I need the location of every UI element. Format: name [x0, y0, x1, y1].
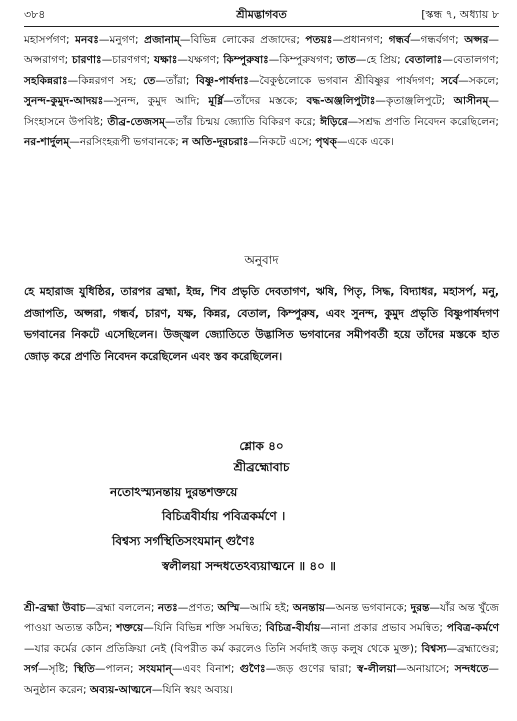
word-for-word-synonyms-bottom: [24, 598, 499, 700]
synonym-term: শক্তয়ে: [116, 622, 144, 635]
synonym-term: তে: [143, 74, 156, 87]
synonym-term: বিশ্বস্য: [421, 642, 447, 655]
synonym-meaning: —কিন্নরগণ সহ;: [67, 74, 144, 87]
synonym-meaning: —একে একে।: [336, 136, 395, 149]
synonym-meaning: —অনায়াসে;: [396, 663, 455, 676]
synonym-meaning: —পালন;: [94, 663, 139, 676]
synonym-term: অস্মি: [217, 602, 240, 614]
synonym-meaning: —প্রধানগণ;: [332, 34, 389, 46]
verse-line: বিচিত্রবীর্যায় পবিত্রকর্মণে ।: [162, 509, 286, 523]
synonym-meaning: —আমি হই;: [239, 602, 293, 614]
synonym-meaning: —অনন্ত ভগবানকে;: [325, 602, 411, 614]
header-divider: [24, 26, 499, 27]
synonym-meaning: —এবং বিনাশ;: [171, 663, 240, 676]
synonym-meaning: —সশ্রদ্ধ প্রণতি নিবেদন করেছিলেন;: [347, 115, 499, 128]
synonym-term: অনন্তায়: [292, 602, 326, 614]
synonym-meaning: —সকলে;: [458, 74, 500, 87]
verse-line: নতোঽস্ম্যনন্তায় দুরন্তশক্তয়ে: [110, 485, 238, 499]
verse-line: স্বলীলয়া সন্দধতেঽব্যয়াত্মনে ॥ ৪০ ॥: [162, 559, 336, 573]
synonym-term: আসীনম্: [453, 95, 489, 108]
synonym-term: কিম্পুরুষাঃ: [223, 54, 269, 67]
verse-speaker: শ্রীব্রহ্মোবাচ: [233, 460, 290, 474]
translation-text: হে মহারাজ যুধিষ্ঠির, তারপর ব্রহ্মা, ইন্দ্র, শিব প্রভৃতি দেবতাগণ, ঋষি, পিতৃ, সিদ্ধ, বিদ্যাধর, মহাসর্প, মনু, প্রজাপতি, অপ্সরা, গন্ধর্ব, চারণ, যক্ষ, কিন্নর, বেতাল, কিম্পুরুষ, এবং সুনন্দ, কুমুদ প্রভৃতি বিষ্ণুপার্ষদগণ ভগবানের নিকটে এসেছিলেন। উজ্জ্বল জ্যোতিতে উদ্ভাসিত ভগবানের সমীপবর্তী হয়ে তাঁদের মস্তকে হাত জোড় করে প্রণতি নিবেদন করেছিলেন এবং স্তব করেছিলেন।: [24, 285, 499, 363]
synonym-meaning: —কিম্পুরুষগণ;: [268, 54, 337, 67]
synonym-meaning: —হে প্রিয়;: [355, 54, 405, 67]
synonym-meaning: —মনুগণ;: [98, 34, 145, 46]
page-number: ৩৮৪: [24, 8, 46, 21]
synonym-term: সন্দধতে: [454, 663, 489, 676]
synonym-meaning: —নরসিংহরূপী ভগবানকে;: [69, 136, 183, 149]
synonym-meaning: —যার কর্মের কোন প্রতিক্রিয়া নেই (বিপরীত কর্ম করলেও তিনি সর্বদাই জড় কলুষ থেকে মুক্ত);: [24, 642, 422, 655]
running-title: শ্রীমদ্ভাগবত: [236, 8, 287, 21]
synonym-term: নতঃ: [157, 602, 178, 614]
verse-line: বিশ্বস্য সর্গস্থিতিসংযমান্ গুণৈঃ: [112, 534, 255, 548]
synonym-term: অব্যয়-আত্মনে: [89, 683, 152, 696]
synonym-meaning: —সৃষ্টি;: [37, 663, 74, 676]
synonym-meaning: —অনুষ্ঠান করেন;: [24, 663, 499, 696]
synonym-term: স্থিতি: [73, 663, 95, 676]
synonym-term: বদ্ধ-অঞ্জলিপুটাঃ: [306, 95, 376, 108]
word-for-word-synonyms-top: [24, 30, 499, 152]
synonym-term: বিচিত্র-বীর্যায়: [266, 622, 321, 635]
synonym-term: বিষ্ণু-পার্ষদাঃ: [195, 74, 249, 87]
synonym-term: বেতালাঃ: [404, 54, 443, 67]
synonym-meaning: —সুনন্দ, কুমুদ আদি;: [103, 95, 209, 108]
synonym-meaning: —নানা প্রকার প্রভাব সমন্বিত;: [320, 622, 447, 635]
synonym-meaning: —চারণগণ;: [101, 54, 155, 67]
page-header: [24, 6, 499, 24]
synonym-term: প্রজানাম্: [144, 34, 180, 46]
synonym-meaning: —নিকটে এসে;: [248, 136, 316, 149]
synonym-term: তীব্র-তেজসম্: [107, 115, 166, 128]
synonym-meaning: —জড় গুণের দ্বারা;: [265, 663, 358, 676]
synonym-term: ঈড়িরে: [320, 115, 348, 128]
synonym-term: অপ্সর: [464, 34, 489, 46]
synonym-term: দুরন্ত: [410, 602, 430, 614]
synonym-term: যক্ষাঃ: [154, 54, 178, 67]
synonym-meaning: —বেতালগণ;: [442, 54, 499, 67]
synonym-term: গন্ধর্ব: [388, 34, 410, 46]
chapter-reference: [স্কন্ধ ৭, অধ্যায় ৮: [421, 8, 499, 21]
verse-number: শ্লোক ৪০: [239, 439, 284, 453]
synonym-meaning: —ব্রহ্মাণ্ডের;: [446, 642, 499, 655]
synonym-term: সর্গ: [24, 663, 38, 676]
synonym-meaning: —তাঁদের মস্তকে;: [223, 95, 307, 108]
synonym-meaning: —কৃতাঞ্জলিপুটে;: [375, 95, 454, 108]
synonym-term: শ্রী-ব্রহ্মা উবাচ: [24, 602, 86, 614]
synonym-meaning: —বৈকুণ্ঠলোকে ভগবান শ্রীবিষ্ণুর পার্ষদগণ;: [248, 74, 442, 87]
synonym-term: পতয়ঃ: [305, 34, 333, 46]
synonym-term: পৃথক্: [315, 136, 337, 149]
synonym-term: ন অতি-দূরচরাঃ: [182, 136, 249, 149]
synonym-term: চারণাঃ: [71, 54, 102, 67]
synonym-meaning: —সিংহাসনে উপবিষ্ট;: [24, 95, 499, 128]
synonym-term: তাত: [336, 54, 356, 67]
synonym-term: সহকিন্নরাঃ: [24, 74, 68, 87]
synonym-term: স্ব-লীলয়া: [357, 663, 397, 676]
synonym-meaning: মহাসর্পগণ;: [24, 34, 76, 46]
translation-heading: অনুবাদ: [244, 253, 279, 267]
synonym-term: মূর্ধ্নি: [208, 95, 224, 108]
synonym-term: গুণৈঃ: [239, 663, 266, 676]
synonym-term: সুনন্দ-কুমুদ-আদয়ঃ: [24, 95, 104, 108]
synonym-meaning: —যিনি বিভিন্ন শক্তি সমন্বিত;: [143, 622, 266, 635]
synonym-meaning: —বিভিন্ন লোকের প্রজাদের;: [179, 34, 306, 46]
synonym-meaning: —ব্রহ্মা বললেন;: [85, 602, 158, 614]
synonym-meaning: —তাঁরা;: [155, 74, 196, 87]
synonym-meaning: —তাঁর চিন্ময় জ্যোতি বিকিরণ করে;: [165, 115, 321, 128]
synonym-meaning: —যক্ষগণ;: [177, 54, 224, 67]
synonym-term: মনবঃ: [75, 34, 99, 46]
synonym-term: পবিত্র-কর্মণে: [446, 622, 499, 635]
synonym-meaning: —প্রণত;: [177, 602, 218, 614]
synonym-meaning: —যিনি স্বয়ং অব্যয়।: [151, 683, 234, 696]
synonym-term: সংযমান্: [138, 663, 172, 676]
synonym-term: সর্বে: [441, 74, 459, 87]
synonym-meaning: —যাঁর অন্ত খুঁজে পাওয়া অত্যন্ত কঠিন;: [24, 602, 500, 635]
synonym-meaning: —অপ্সরাগণ;: [24, 34, 499, 67]
synonym-meaning: —গন্ধর্বগণ;: [409, 34, 465, 46]
synonym-term: নর-শার্দুলম্: [24, 136, 70, 149]
